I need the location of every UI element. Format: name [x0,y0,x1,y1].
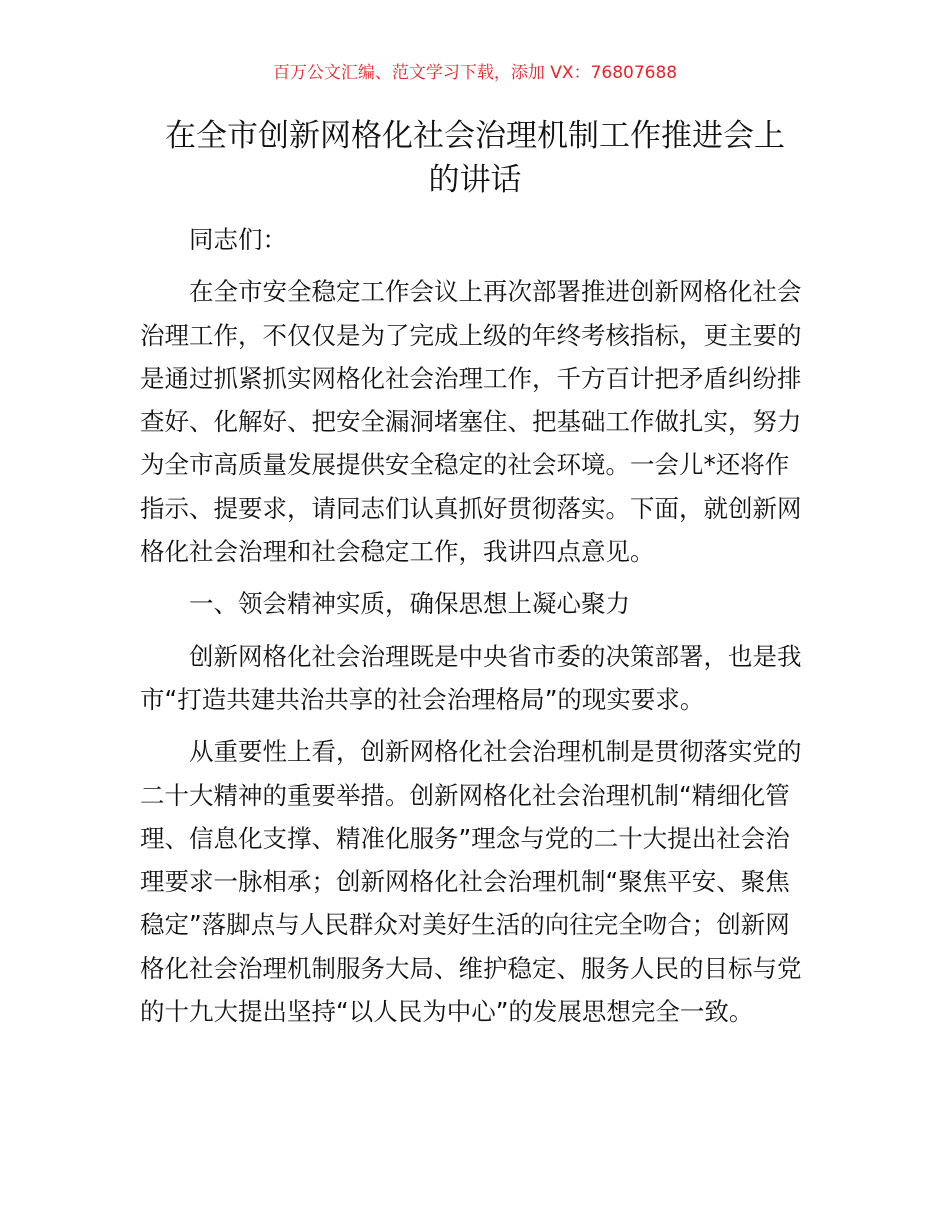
salutation-text: 同志们： [189,225,287,254]
download-banner: 百万公文汇编、范文学习下载，添加 VX：76807688 [272,63,678,83]
text-line: 为全市高质量发展提供安全稳定的社会环境。一会儿*还将作 [140,450,790,480]
text-line: 从重要性上看，创新网格化社会治理机制是贯彻落实党的 [189,737,802,767]
text-line: 稳定”落脚点与人民群众对美好生活的向往完全吻合；创新网 [140,910,790,940]
text-line: 创新网格化社会治理既是中央省市委的决策部署，也是我 [189,641,802,671]
text-line: 理、信息化支撑、精准化服务”理念与党的二十大提出社会治 [140,823,790,853]
salutation [140,218,820,261]
document-body [140,218,820,1042]
text-line: 在全市安全稳定工作会议上再次部署推进创新网格化社会 [189,277,802,307]
paragraph [140,635,820,722]
title-line: 在全市创新网格化社会治理机制工作推进会上 [165,118,785,154]
text-line: 的十九大提出坚持“以人民为中心”的发展思想完全一致。 [140,997,754,1027]
title-line: 的讲话 [428,162,522,198]
text-line: 二十大精神的重要举措。创新网格化社会治理机制“精细化管 [140,780,790,810]
paragraph [140,730,820,1033]
text-line: 治理工作，不仅仅是为了完成上级的年终考核指标，更主要的 [140,320,802,350]
text-line: 格化社会治理机制服务大局、维护稳定、服务人民的目标与党 [140,953,802,983]
text-line: 市“打造共建共治共享的社会治理格局”的现实要求。 [140,684,705,714]
section-heading-text: 一、领会精神实质，确保思想上凝心聚力 [189,589,630,619]
section-heading [140,582,820,625]
text-line: 格化社会治理和社会稳定工作，我讲四点意见。 [140,537,655,567]
paragraph-intro [140,270,820,573]
text-line: 指示、提要求，请同志们认真抓好贯彻落实。下面，就创新网 [140,493,802,523]
document-title [120,114,830,202]
text-line: 是通过抓紧抓实网格化社会治理工作，千方百计把矛盾纠纷排 [140,363,802,393]
text-line: 理要求一脉相承；创新网格化社会治理机制“聚焦平安、聚焦 [140,867,790,897]
text-line: 查好、化解好、把安全漏洞堵塞住、把基础工作做扎实，努力 [140,407,802,437]
